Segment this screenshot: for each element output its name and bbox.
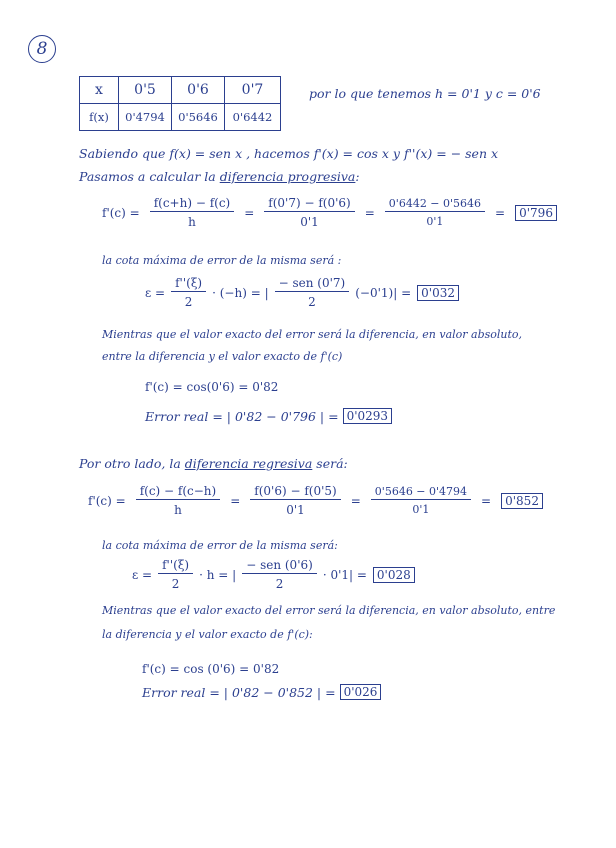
fraction: $\frac{f(c) - f(c-h)}{h}$	[136, 484, 221, 517]
table-header-cell: f(x)	[80, 104, 119, 131]
real-error-2: Error real = | 0'82 − 0'852 | = 0'026	[142, 684, 381, 700]
cota1-text: la cota máxima de error de la misma será :	[102, 254, 342, 267]
table-row-fx	[80, 104, 281, 131]
result-box: 0'032	[417, 285, 459, 301]
mientras1-line-b: entre la diferencia y el valor exacto de f'(c)	[102, 350, 343, 363]
exact-derivative-2: f'(c) = cos (0'6) = 0'82	[142, 662, 280, 676]
diferencia-regresiva-label: diferencia regresiva	[184, 456, 313, 471]
fraction: $\frac{f(c+h) - f(c)}{h}$	[150, 196, 235, 229]
table-header-cell: x	[80, 77, 119, 104]
result-box: 0'028	[373, 567, 415, 583]
mientras2-line-b: la diferencia y el valor exacto de f'(c):	[102, 628, 313, 641]
cota1-formula: ε = $\frac{f''(\xi)}{2}$ · (−h) = | $\frac{\text{− sen (0'7)}}{2}$ (−0'1)| = 0'032	[145, 276, 459, 309]
progressive-formula: f'(c) = $\frac{f(c+h) - f(c)}{h}$ = $\frac{f(0'7) - f(0'6)}{0'1}$ = $\frac{0'6442 - 0'5646}{0'1}$ = 0'796	[102, 196, 557, 229]
result-box: 0'796	[515, 205, 557, 221]
regressive-formula: f'(c) = $\frac{f(c) - f(c-h)}{h}$ = $\frac{f(0'6) - f(0'5)}{0'1}$ = $\frac{0'5646 - 0'4794}{0'1}$ = 0'852	[88, 484, 543, 517]
fraction: $\frac{f''(\xi)}{2}$	[158, 558, 193, 591]
fraction: $\frac{f(0'7) - f(0'6)}{0'1}$	[264, 196, 354, 229]
exact-derivative-1: f'(c) = cos(0'6) = 0'82	[145, 380, 279, 394]
result-box: 0'026	[340, 684, 382, 700]
mientras2-line-a: Mientras que el valor exacto del error será la diferencia, en valor absoluto, entre	[102, 604, 556, 617]
fraction: $\frac{\text{− sen (0'6)}}{2}$	[242, 558, 317, 591]
diferencia-progresiva-label: diferencia progresiva	[219, 169, 356, 184]
table-cell: 0'4794	[119, 104, 172, 131]
real-error-1: Error real = | 0'82 − 0'796 | = 0'0293	[145, 408, 392, 424]
fraction: $\frac{f''(\xi)}{2}$	[171, 276, 206, 309]
cota2-formula: ε = $\frac{f''(\xi)}{2}$ · h = | $\frac{\text{− sen (0'6)}}{2}$ · 0'1| = 0'028	[132, 558, 415, 591]
line-pasamos: Pasamos a calcular la diferencia progresiva:	[79, 169, 360, 184]
table-cell: 0'6	[172, 77, 225, 104]
fraction: $\frac{f(0'6) - f(0'5)}{0'1}$	[250, 484, 340, 517]
fraction: $\frac{\text{− sen (0'7)}}{2}$	[275, 276, 350, 309]
result-box: 0'852	[501, 493, 543, 509]
note-h-c: por lo que tenemos h = 0'1 y c = 0'6	[309, 86, 541, 101]
fraction: $\frac{0'6442 - 0'5646}{0'1}$	[385, 197, 485, 228]
table-cell: 0'5646	[172, 104, 225, 131]
table-cell: 0'7	[225, 77, 281, 104]
problem-number: 8	[28, 35, 56, 63]
fraction: $\frac{0'5646 - 0'4794}{0'1}$	[371, 485, 471, 516]
cota2-text: la cota máxima de error de la misma será:	[102, 539, 338, 552]
mientras1-line-a: Mientras que el valor exacto del error será la diferencia, en valor absoluto,	[102, 328, 523, 341]
line-otro-lado: Por otro lado, la diferencia regresiva será:	[79, 456, 348, 471]
values-table	[79, 76, 281, 131]
table-cell: 0'6442	[225, 104, 281, 131]
table-row-x	[80, 77, 281, 104]
line-sabiendo: Sabiendo que f(x) = sen x , hacemos f'(x) = cos x y f''(x) = − sen x	[79, 146, 499, 161]
result-box: 0'0293	[343, 408, 392, 424]
table-cell: 0'5	[119, 77, 172, 104]
